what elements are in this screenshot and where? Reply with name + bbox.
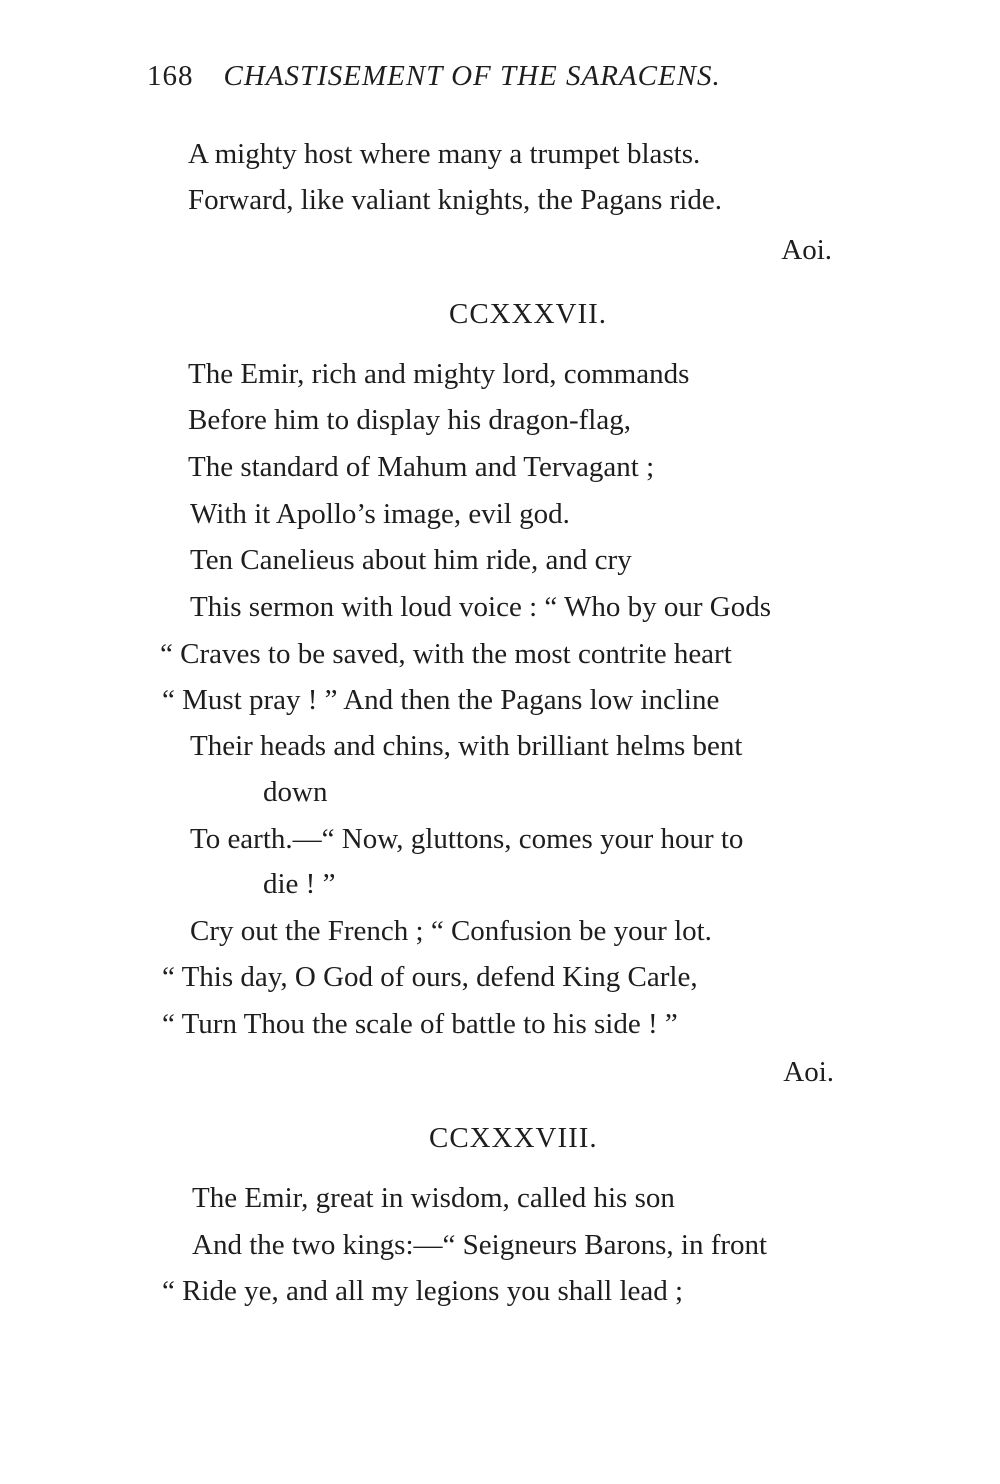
- verse-line: With it Apollo’s image, evil god.: [190, 498, 570, 530]
- refrain-aoi: Aoi.: [781, 234, 832, 266]
- verse-line: The standard of Mahum and Tervagant ;: [188, 451, 655, 483]
- verse-line: Forward, like valiant knights, the Pagans ride.: [188, 184, 722, 216]
- verse-line: The Emir, rich and mighty lord, commands: [188, 358, 690, 390]
- verse-line: Their heads and chins, with brilliant helms bent: [190, 730, 743, 762]
- verse-line: “ Must pray ! ” And then the Pagans low incline: [162, 684, 720, 716]
- refrain-aoi: Aoi.: [783, 1056, 834, 1088]
- verse-line: “ This day, O God of ours, defend King Carle,: [162, 961, 698, 993]
- stanza-heading: CCXXXVII.: [449, 298, 608, 330]
- verse-line: “ Ride ye, and all my legions you shall lead ;: [162, 1275, 684, 1307]
- verse-line-continuation: die ! ”: [263, 868, 336, 900]
- verse-line: A mighty host where many a trumpet blasts.: [188, 138, 701, 170]
- verse-line: Before him to display his dragon-flag,: [188, 404, 631, 436]
- stanza-heading: CCXXXVIII.: [429, 1122, 598, 1154]
- page-number: 168: [147, 60, 194, 92]
- verse-line: Ten Canelieus about him ride, and cry: [190, 544, 632, 576]
- verse-line: To earth.—“ Now, gluttons, comes your hour to: [190, 823, 744, 855]
- verse-line: The Emir, great in wisdom, called his son: [192, 1182, 675, 1214]
- running-title: CHASTISEMENT OF THE SARACENS.: [223, 60, 721, 92]
- verse-line: This sermon with loud voice : “ Who by our Gods: [190, 591, 772, 623]
- verse-line: Cry out the French ; “ Confusion be your lot.: [190, 915, 712, 947]
- verse-line: “ Craves to be saved, with the most contrite heart: [160, 638, 732, 670]
- verse-line: “ Turn Thou the scale of battle to his side ! ”: [162, 1008, 678, 1040]
- running-head: [147, 60, 721, 93]
- verse-line-continuation: down: [263, 776, 328, 808]
- verse-line: And the two kings:—“ Seigneurs Barons, in front: [192, 1229, 768, 1261]
